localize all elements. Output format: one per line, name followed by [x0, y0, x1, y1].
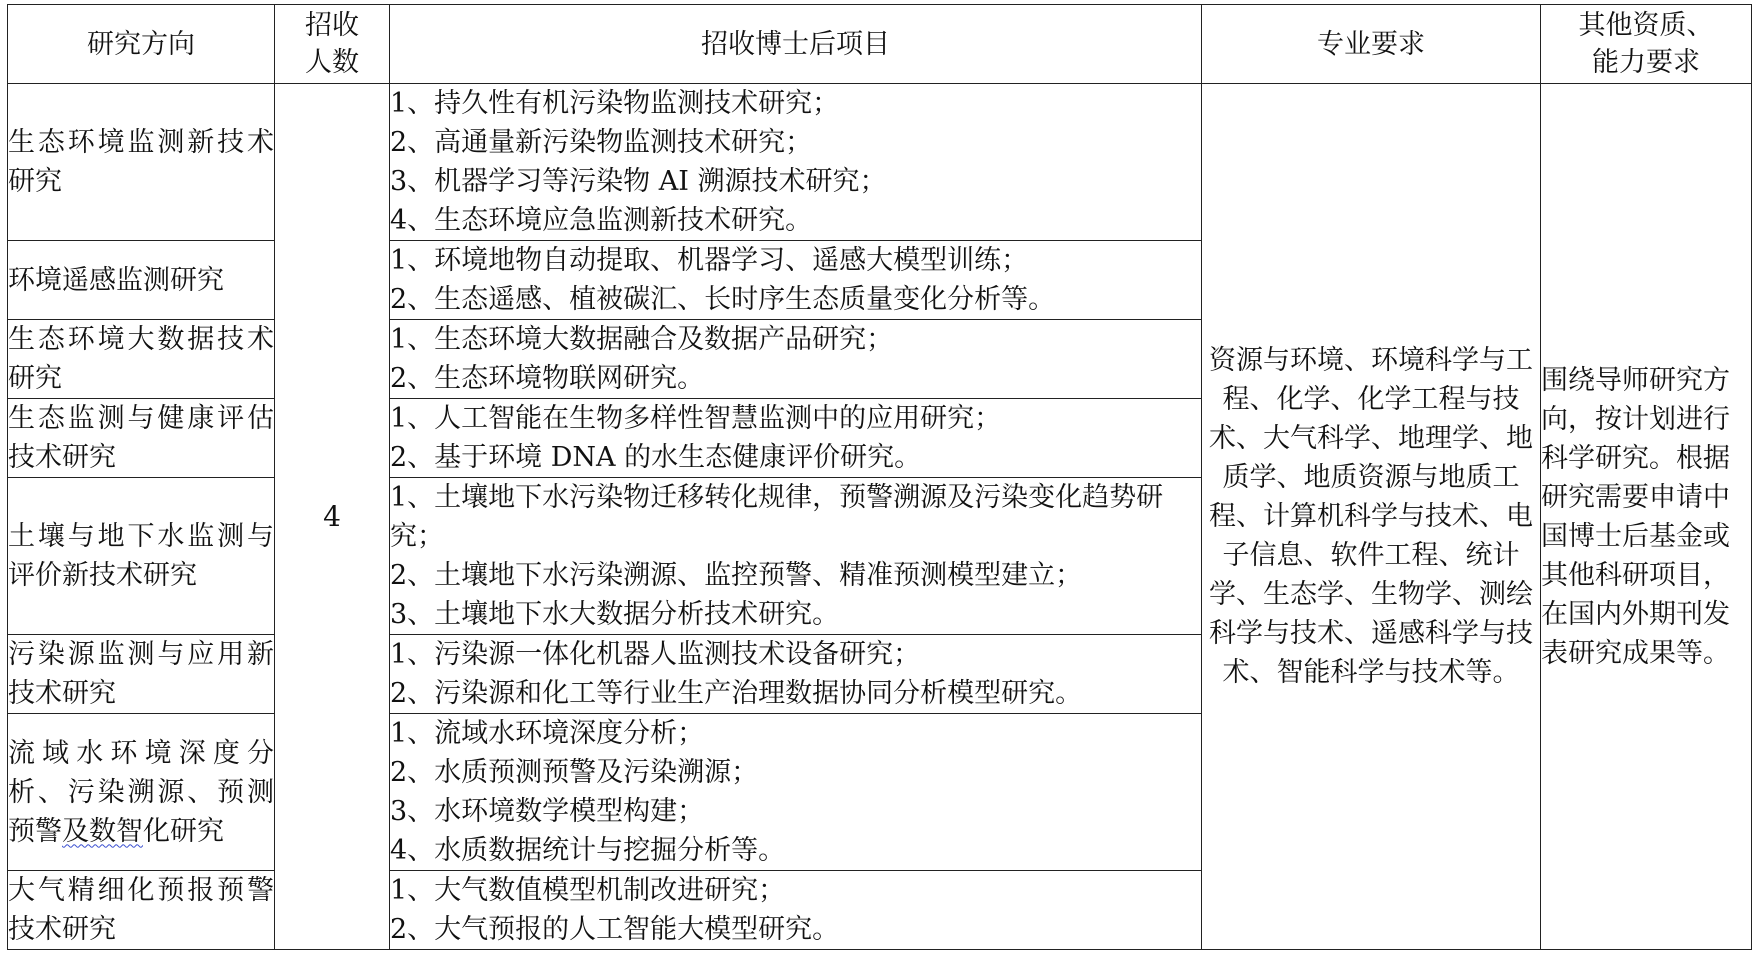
project-list-cell	[390, 399, 1202, 478]
project-list-cell	[390, 478, 1202, 635]
project-item: 2、土壤地下水污染溯源、监控预警、精准预测模型建立；	[390, 560, 1083, 591]
project-item: 2、水质预测预警及污染溯源；	[390, 757, 759, 788]
project-list-cell	[390, 320, 1202, 399]
project-item: 3、水环境数学模型构建；	[390, 796, 705, 827]
project-list-cell	[390, 84, 1202, 241]
header-research-direction: 研究方向	[8, 5, 275, 84]
recruit-count-cell: 4	[275, 84, 390, 950]
project-list-cell	[390, 714, 1202, 871]
project-item: 1、土壤地下水污染物迁移转化规律，预警溯源及污染变化趋势研究；	[390, 482, 1164, 552]
project-list-cell	[390, 241, 1202, 320]
project-list-cell	[390, 871, 1202, 950]
project-item: 2、高通量新污染物监测技术研究；	[390, 127, 813, 158]
project-item: 2、污染源和化工等行业生产治理数据协同分析模型研究。	[390, 678, 1083, 709]
project-item: 1、大气数值模型机制改进研究；	[390, 875, 786, 906]
header-major-requirement: 专业要求	[1202, 5, 1541, 84]
spellcheck-underline: 及数智	[62, 815, 143, 847]
direction-text-part: 化研究	[143, 815, 224, 847]
postdoc-recruitment-table	[7, 4, 1752, 950]
research-direction-cell: 大气精细化预报预警技术研究	[8, 871, 275, 950]
project-item: 3、机器学习等污染物 AI 溯源技术研究；	[390, 166, 887, 197]
project-item: 2、生态环境物联网研究。	[390, 363, 705, 394]
header-postdoc-project: 招收博士后项目	[390, 5, 1202, 84]
project-item: 2、大气预报的人工智能大模型研究。	[390, 914, 840, 945]
major-requirement-cell: 资源与环境、环境科学与工程、化学、化学工程与技术、大气科学、地理学、地质学、地质资源与地质工程、计算机科学与技术、电子信息、软件工程、统计学、生态学、生物学、测绘科学与技术、遥感科学与技术、智能科学与技术等。	[1202, 84, 1541, 950]
project-item: 1、环境地物自动提取、机器学习、遥感大模型训练；	[390, 245, 1029, 276]
research-direction-cell: 生态监测与健康评估技术研究	[8, 399, 275, 478]
project-item: 2、生态遥感、植被碳汇、长时序生态质量变化分析等。	[390, 284, 1056, 315]
research-direction-cell: 生态环境监测新技术研究	[8, 84, 275, 241]
header-other-requirement: 其他资质、 能力要求	[1541, 5, 1752, 84]
other-requirement-cell: 围绕导师研究方向，按计划进行科学研究。根据研究需要申请中国博士后基金或其他科研项目，在国内外期刊发表研究成果等。	[1541, 84, 1752, 950]
header-recruit-count: 招收 人数	[275, 5, 390, 84]
table-row	[8, 84, 1752, 241]
research-direction-cell: 污染源监测与应用新技术研究	[8, 635, 275, 714]
project-item: 1、污染源一体化机器人监测技术设备研究；	[390, 639, 921, 670]
project-item: 4、水质数据统计与挖掘分析等。	[390, 835, 786, 866]
project-list-cell	[390, 635, 1202, 714]
project-item: 2、基于环境 DNA 的水生态健康评价研究。	[390, 442, 922, 473]
research-direction-cell: 环境遥感监测研究	[8, 241, 275, 320]
project-item: 1、流域水环境深度分析；	[390, 718, 705, 749]
table-header-row	[8, 5, 1752, 84]
direction-text-part: 流域水环境深度分析、污染溯源、预测预警	[8, 737, 274, 847]
project-item: 1、生态环境大数据融合及数据产品研究；	[390, 324, 894, 355]
research-direction-cell: 生态环境大数据技术研究	[8, 320, 275, 399]
project-item: 4、生态环境应急监测新技术研究。	[390, 205, 813, 236]
project-item: 3、土壤地下水大数据分析技术研究。	[390, 599, 840, 630]
project-item: 1、人工智能在生物多样性智慧监测中的应用研究；	[390, 403, 1002, 434]
project-item: 1、持久性有机污染物监测技术研究；	[390, 88, 840, 119]
research-direction-cell: 土壤与地下水监测与评价新技术研究	[8, 478, 275, 635]
research-direction-cell	[8, 714, 275, 871]
